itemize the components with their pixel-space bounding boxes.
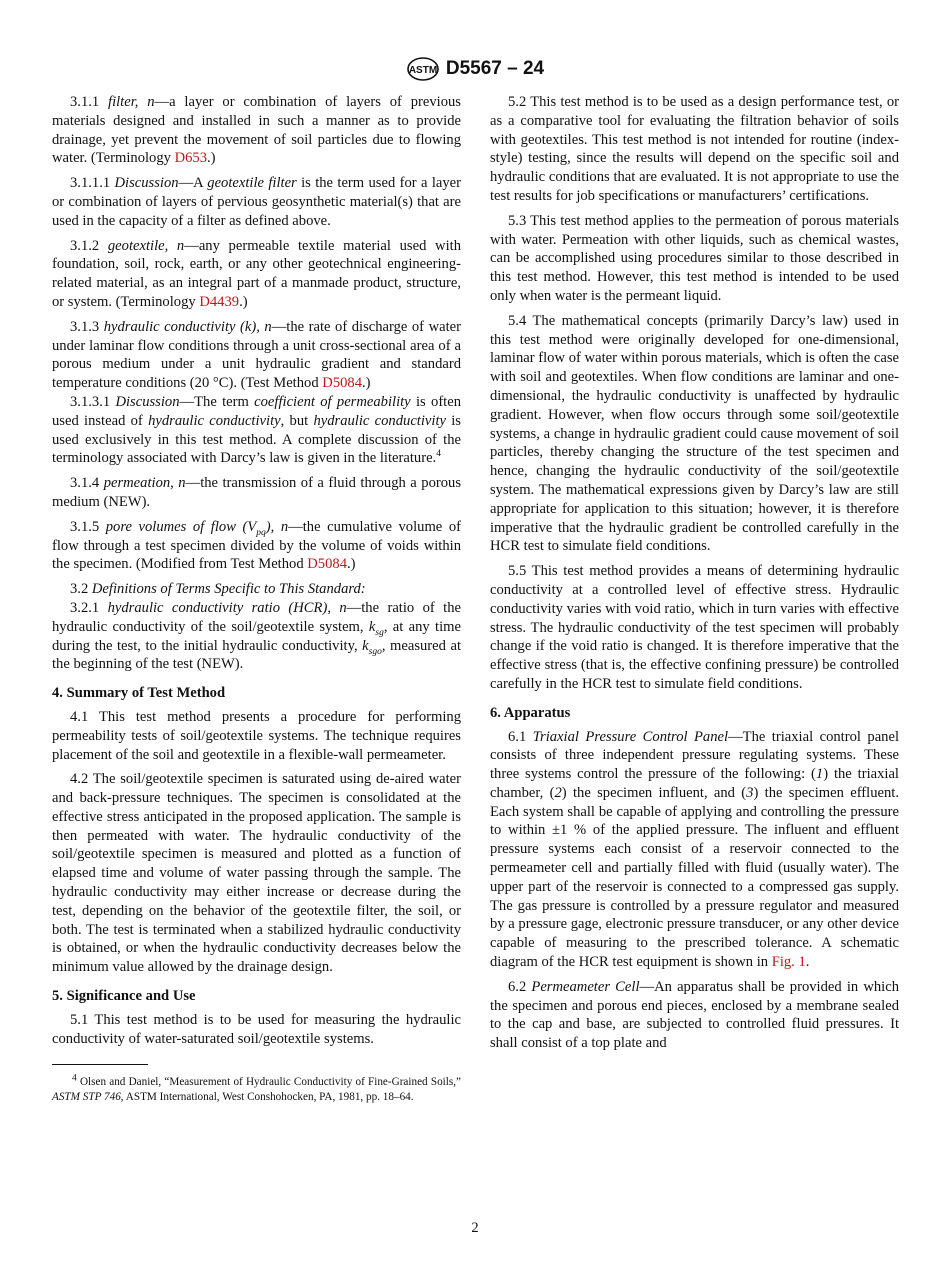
text-run: —A xyxy=(178,175,208,192)
text-run: Discussion xyxy=(115,393,180,410)
text-run: 6.2 xyxy=(508,978,532,995)
text-run: —The term xyxy=(179,393,255,410)
text-run: ASTM STP 746 xyxy=(52,1091,121,1104)
text-run: 3.1.1.1 xyxy=(70,175,115,192)
paragraph xyxy=(52,237,461,312)
text-run: —An apparatus shall be provided in which the specimen and porous end pieces, enclosed by a membrane sealed to the cap and base, are subjected to controlled fluid pressures. It shall consist of a top plate and xyxy=(490,978,900,1052)
text-run: .) xyxy=(347,556,356,573)
text-run: hydraulic conductivity ratio (HCR), n xyxy=(107,599,347,616)
text-run: , at any time during the test, to the initial hydraulic conductivity, xyxy=(52,618,461,654)
text-run: Permeameter Cell xyxy=(531,978,640,995)
text-run: 2 xyxy=(554,784,562,801)
section-heading: 5. Significance and Use xyxy=(52,988,196,1005)
reference-link[interactable]: Fig. 1 xyxy=(771,954,806,971)
text-run: ), n xyxy=(265,518,289,535)
text-run: 5.5 This test method provides a means of determining hydraulic conductivity at a controlled level of effective stress. Hydraulic conductivity varies with void ratio, which in turn varies with effective stress. The hydraulic conductivity of the test specimen will probably change if the void ratio is changed. It is therefore imperative that the effective stress (that is, the effective confining pressure) be controlled carefully in the HCR test to simulate field conditions. xyxy=(490,563,899,692)
text-run: is the term used for a layer or combination of layers of pervious geosynthetic material(s) that are used in the capacity of a filter as defined above. xyxy=(52,175,461,229)
text-run: , ASTM International, West Conshohocken, PA, 1981, pp. 18–64. xyxy=(120,1091,414,1104)
paragraph xyxy=(490,93,899,206)
paragraph xyxy=(490,978,899,1053)
text-run: .) xyxy=(239,293,248,310)
text-run: Discussion xyxy=(114,175,179,192)
text-run: 4.2 The soil/geotextile specimen is saturated using de-aired water and back-pressure techniques. The specimen is consolidated at the effective stress anticipated in the proposed application. The sample is then permeated with water. The hydraulic conductivity of the soil/geotextile specimen is measured and plotted as a function of elapsed time and volume of water passing through the sample. The hydraulic conductivity may either increase or decrease during the test, depending on the behavior of the geotextile filter, the soil, or both. The test is terminated when a stabilized hydraulic conductivity is obtained, or when the hydraulic conductivity decreases below the minimum value allowed by the drainage design. xyxy=(52,771,461,976)
svg-text:ASTM: ASTM xyxy=(408,65,438,76)
paragraph xyxy=(490,728,899,972)
footnote-number: 4 xyxy=(72,1073,77,1084)
text-run: 3.1.5 xyxy=(70,518,106,535)
text-run: ) the triaxial chamber, ( xyxy=(490,766,899,801)
text-run: is used exclusively in this test method. A complete discussion of the terminology associated with Darcy’s law is given in the literature. xyxy=(52,412,461,467)
text-run: —the ratio of the hydraulic conductivity of the soil/geotextile system, xyxy=(52,599,461,635)
text-run: 4.1 This test method presents a procedure for performing permeability tests of soil/geotextile systems. The technique requires placement of the soil and geotextile in a flexible-wall permeameter. xyxy=(52,708,461,763)
text-run: —the transmission of a fluid through a porous medium (NEW). xyxy=(52,475,461,510)
paragraph xyxy=(52,599,461,674)
text-run: is often used instead of xyxy=(52,393,462,429)
footnote-ref: 4 xyxy=(436,449,441,460)
text-run: Triaxial Pressure Control Panel xyxy=(532,728,729,745)
text-run: 3.2.1 xyxy=(70,599,108,616)
text-run: sg xyxy=(375,627,384,638)
text-run: 3 xyxy=(746,784,754,801)
text-run: —a layer or combination of layers of previous materials designed and installed in such a manner as to provide drainage, yet prevent the movement of soil particles due to flowing water. (Terminology xyxy=(52,94,461,167)
text-run: ) the specimen influent, and ( xyxy=(561,784,747,801)
text-run: hydraulic conductivity (k), n xyxy=(103,318,272,335)
text-run: sgo xyxy=(368,646,382,657)
text-run: k xyxy=(368,618,376,635)
text-run: —the rate of discharge of water under laminar flow conditions through a unit cross-sectional area of a porous medium under a unit hydraulic gradient and standard temperature conditions (20 °C). (Test Method xyxy=(52,318,461,392)
text-run: . xyxy=(805,954,810,971)
reference-link[interactable]: D653 xyxy=(174,150,208,167)
reference-link[interactable]: D5084 xyxy=(322,375,363,392)
reference-link[interactable]: D4439 xyxy=(199,293,240,310)
text-run: , measured at the beginning of the test (NEW). xyxy=(52,637,461,673)
text-run: 3.1.3.1 xyxy=(70,393,116,410)
right-column-body xyxy=(490,93,899,1053)
right-column xyxy=(490,93,899,1059)
text-run: ) the specimen effluent. Each system shall be capable of applying and controlling the pressure to within ±1 % of the applied pressure. The influent and effluent pressure systems each consist of a reservoir connected to the permeameter cell and partially filled with fluid (usually water). The upper part of the reservoir is connected to a compressed gas supply. The gas pressure is controlled by a pressure regulator and measured by a pressure gage, electronic pressure transducer, or any other device capable of measuring to the prescribed tolerance. A schematic diagram of the HCR test equipment is shown in xyxy=(490,784,899,971)
text-run: .) xyxy=(362,375,371,392)
paragraph xyxy=(52,474,461,512)
text-run: —the cumulative volume of flow through a test specimen divided by the volume of voids within the specimen. (Modified from Test Method xyxy=(52,518,461,573)
text-run: 6.1 xyxy=(508,728,533,745)
footnote-4 xyxy=(52,1075,461,1105)
text-run: Olsen and Daniel, “Measurement of Hydraulic Conductivity of Fine-Grained Soils,” xyxy=(79,1076,461,1089)
text-run: 3.1.4 xyxy=(70,475,104,492)
text-run: 3.1.2 xyxy=(70,237,108,254)
text-run: pore volumes of flow (V xyxy=(105,518,257,535)
text-run: 3.1.3 xyxy=(70,318,104,335)
section-heading: 6. Apparatus xyxy=(490,704,571,721)
paragraph xyxy=(52,93,461,168)
paragraph xyxy=(490,212,899,306)
text-run: permeation, n xyxy=(103,475,186,492)
text-run: , but xyxy=(280,412,314,429)
page-header xyxy=(0,56,950,82)
text-run: —any permeable textile material used with foundation, soil, rock, earth, or any other geotechnical engineering-related material, as an integral part of a manmade product, structure, or system. (Terminology xyxy=(52,237,461,310)
paragraph xyxy=(490,562,899,694)
text-run: 5.4 The mathematical concepts (primarily Darcy’s law) used in this test method were originally developed for one-dimensional, laminar flow of water within porous materials, which is often the case with soil and geotextiles. When flow conditions are laminar and one-dimensional, the hydraulic conductivity is unaffected by hydraulic gradient. However, when flow occurs through some soil/geotextile systems, a change in hydraulic gradient could cause movement of soil particles, thereby changing the structure of the test specimen and hence, changing the hydraulic conductivity of the soil/geotextile system. The mathematical expressions given by Darcy’s law are still appropriate for application to this situation; however, it is therefore imperative that the hydraulic gradient be controlled carefully in the HCR test to simulate field conditions. xyxy=(490,312,899,555)
astm-logo-icon xyxy=(406,56,440,82)
text-run: 1 xyxy=(815,766,824,783)
paragraph xyxy=(52,708,461,764)
reference-link[interactable]: D5084 xyxy=(307,556,347,573)
text-run: filter, n xyxy=(108,94,155,110)
text-run: hydraulic conductivity xyxy=(148,412,281,429)
section-heading: 4. Summary of Test Method xyxy=(52,685,226,702)
paragraph xyxy=(52,580,461,599)
text-run: hydraulic conductivity xyxy=(313,412,446,429)
footnote-divider xyxy=(52,1064,148,1065)
text-run: geotextile, n xyxy=(107,237,185,254)
paragraph xyxy=(52,393,461,468)
text-run: 5.1 This test method is to be used for measuring the hydraulic conductivity of water-saturated soil/geotextile systems. xyxy=(52,1011,461,1047)
paragraph xyxy=(52,1011,461,1049)
paragraph xyxy=(52,174,461,230)
left-column-body xyxy=(52,93,461,1048)
text-run: Definitions of Terms Specific to This Standard: xyxy=(91,581,366,598)
document-designation: D5567 – 24 xyxy=(445,58,545,79)
text-run: 3.1.1 xyxy=(70,94,109,110)
paragraph xyxy=(52,518,461,574)
text-run: .) xyxy=(207,150,216,167)
text-run: coefficient of permeability xyxy=(254,393,411,410)
text-run: pq xyxy=(256,527,266,538)
page-number: 2 xyxy=(471,1220,479,1236)
paragraph xyxy=(52,770,461,977)
paragraph xyxy=(52,318,461,393)
text-run: 5.2 This test method is to be used as a design performance test, or as a comparative tool for evaluating the filtration behavior of soils with geotextiles. This test method is not intended for routine (index-style) testing, since the results will depend on the specific soil and hydraulic conditions that are evaluated. It is not appropriate to use the test results for job specifications or manufacturers’ certifications. xyxy=(490,94,899,204)
paragraph xyxy=(490,312,899,556)
left-column xyxy=(52,93,461,1105)
text-run: geotextile filter xyxy=(207,175,297,192)
text-run: 5.3 This test method applies to the permeation of porous materials with water. Permeation with other liquids, such as chemical wastes, can be accomplished using procedures similar to those described in this test method. However, this test method is intended to be used only when water is the permeant liquid. xyxy=(490,212,899,304)
text-run: 3.2 xyxy=(70,581,92,598)
text-run: k xyxy=(362,637,369,654)
text-run: —The triaxial control panel consists of three independent pressure regulating systems. These three systems control the pressure of the following: ( xyxy=(490,728,900,783)
